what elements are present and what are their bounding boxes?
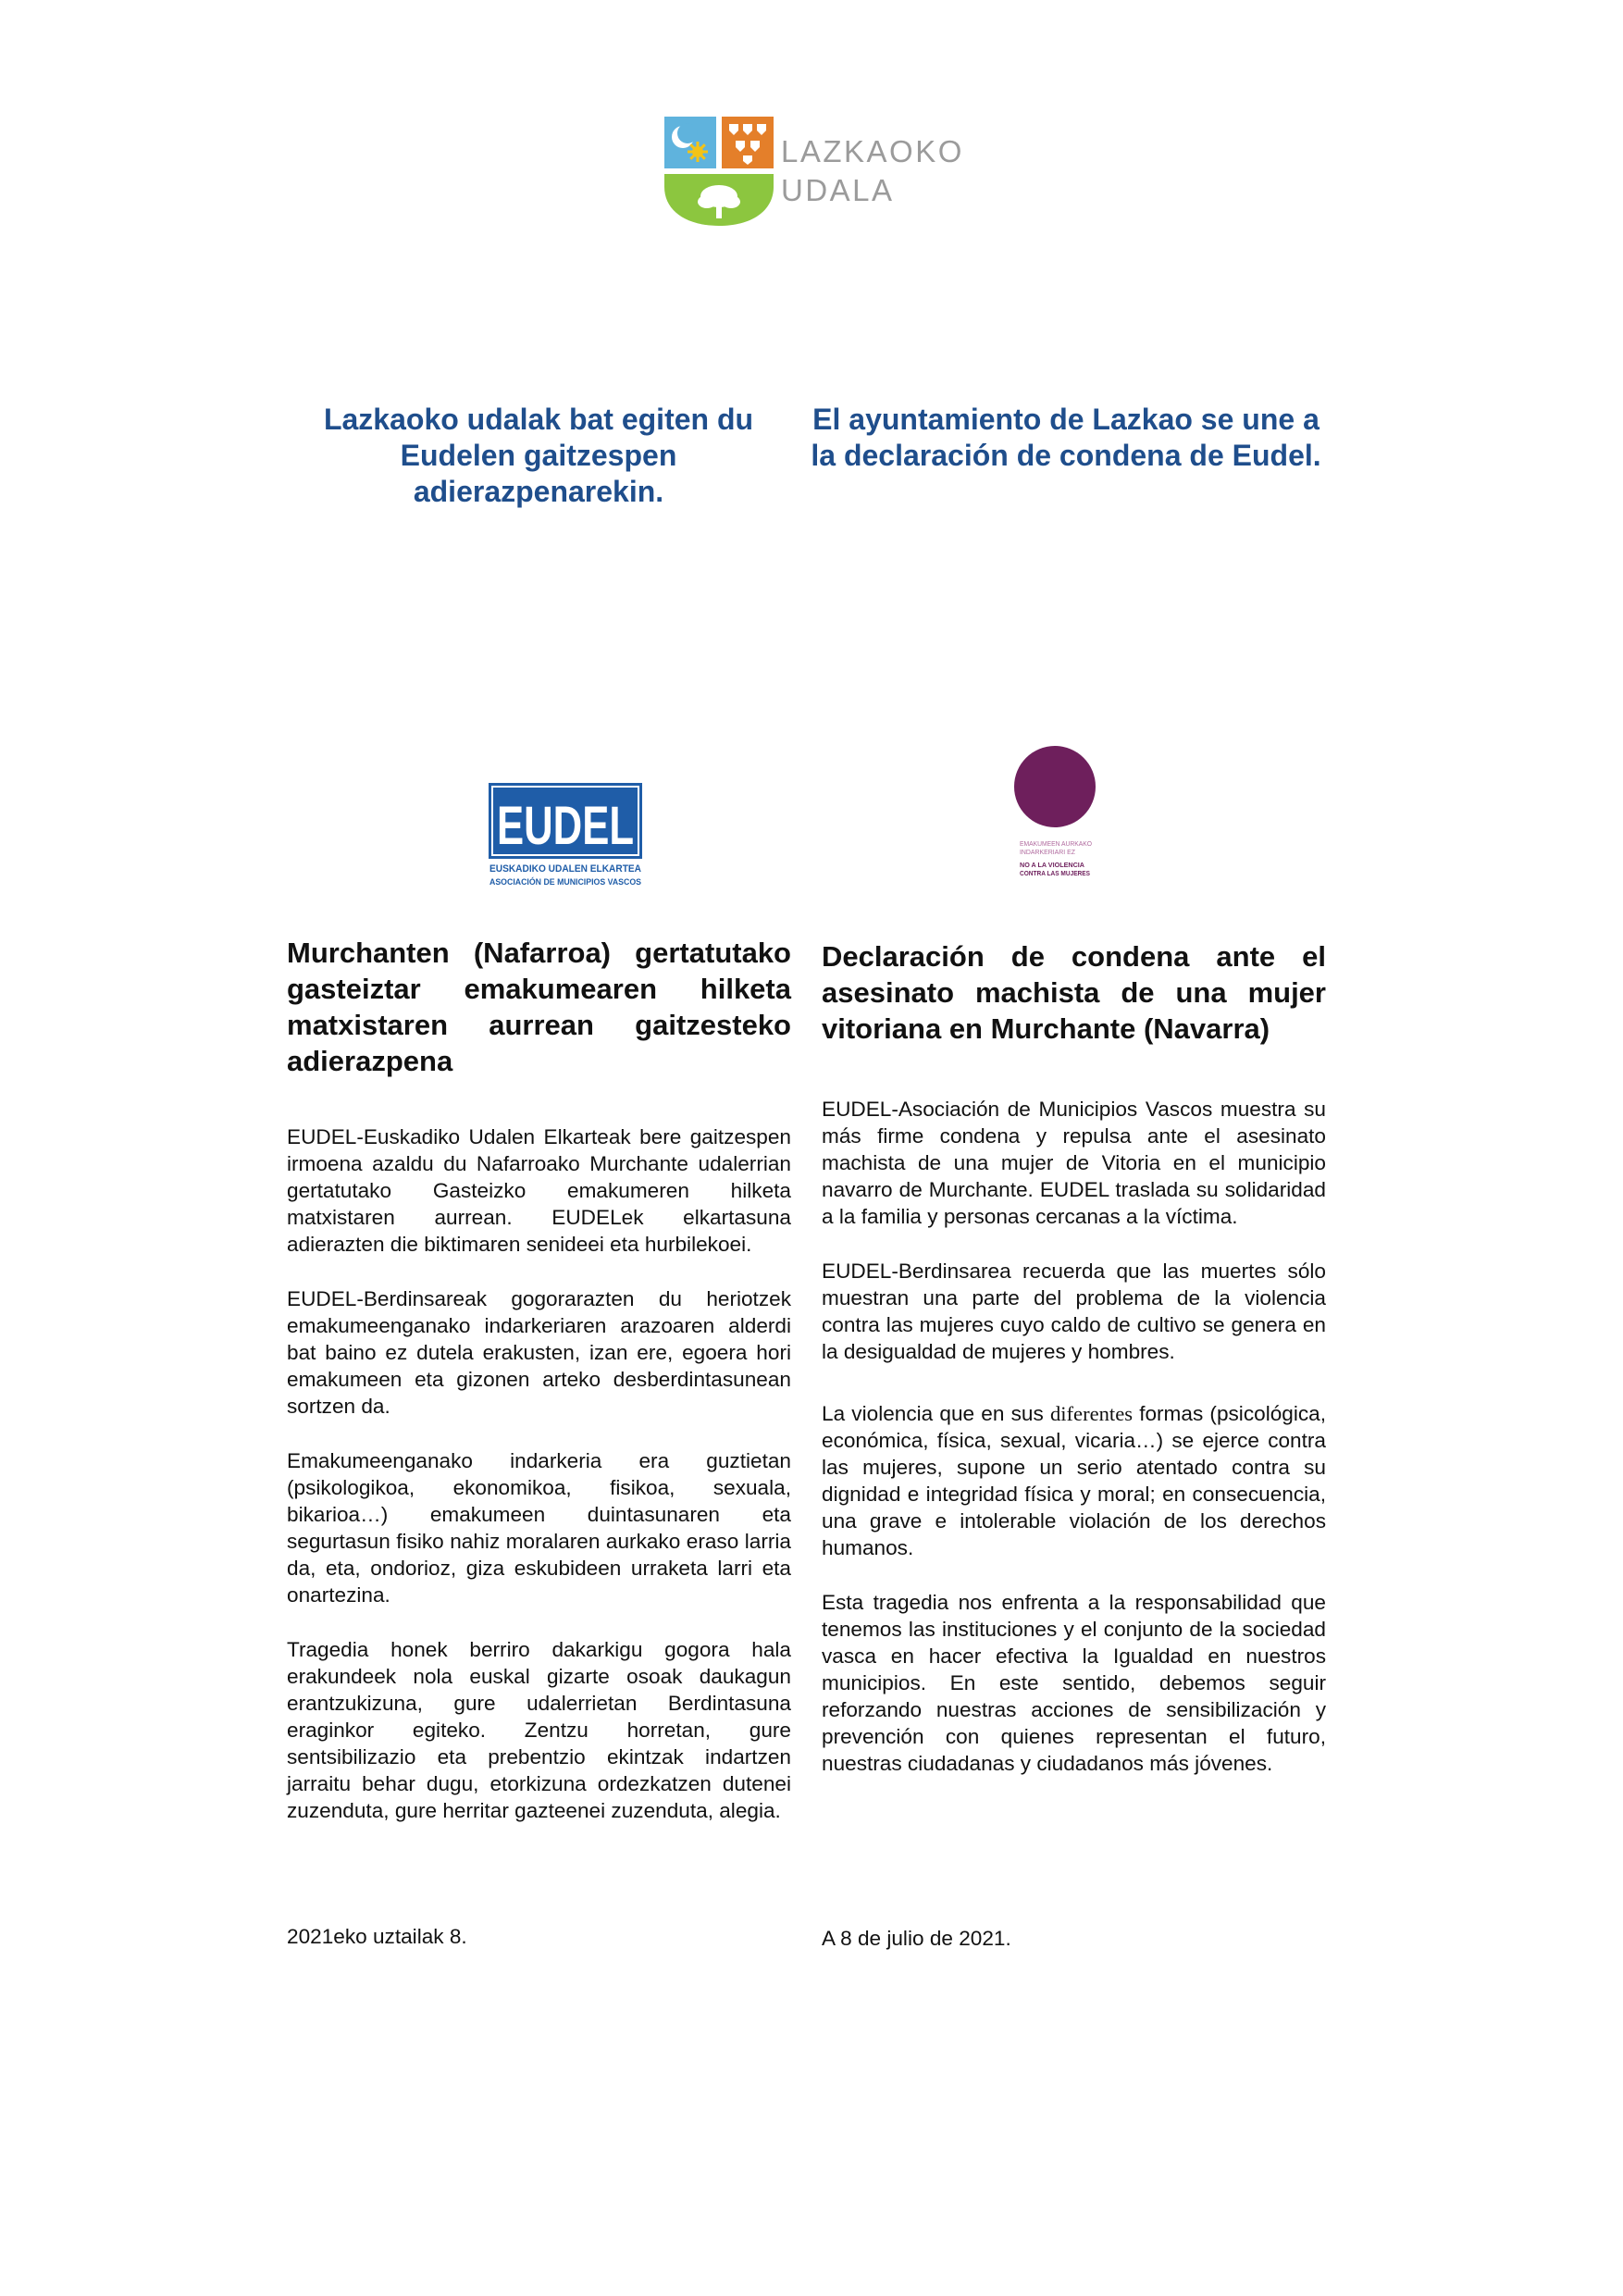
spanish-paragraph-3-start: La violencia que en sus	[822, 1402, 1050, 1425]
basque-column	[287, 935, 791, 1852]
eudel-logo	[489, 783, 646, 888]
spanish-paragraph-4: Esta tragedia nos enfrenta a la responsabilidad que tenemos las instituciones y el conjunto de la sociedad vasca en hacer efectiva la Igualdad en nuestros municipios. En este sentido, debemos seguir reforzando nuestras acciones de sensibilización y prevención con quienes representan el futuro, nuestras ciudadanas y ciudadanos más jóvenes.	[822, 1591, 1326, 1775]
basque-date: 2021eko uztailak 8.	[287, 1925, 467, 1948]
spanish-paragraph-3	[822, 1400, 1326, 1561]
spanish-date: A 8 de julio de 2021.	[822, 1927, 1011, 1950]
basque-paragraph-4: Tragedia honek berriro dakarkigu gogora hala erakundeek nola euskal gizarte osoak daukagun erantzukizuna, gure udalerrietan Berdintasuna eraginkor egiteko. Zentzu horretan, gure sentsibilizazio eta prebentzio ekintzak indartzen jarraitu behar dugu, etorkizuna ordezkatzen dutenei zuzenduta, gure herritar gazteenei zuzenduta, alegia.	[287, 1638, 791, 1822]
basque-heading: Murchanten (Nafarroa) gertatutako gasteiztar emakumearen hilketa matxistaren aurrean gaitzesteko adierazpena	[287, 937, 791, 1077]
logo-text-lazkaoko: LAZKAOKO	[781, 134, 964, 168]
spanish-paragraph-3-end: formas (psicológica, económica, física, sexual, vicaria…) se ejerce contra las mujeres, supone un serio atentado contra su dignidad e integridad física y moral; en consecuencia, una grave e intolerable violación de los derechos humanos.	[822, 1402, 1327, 1559]
lazkaoko-udala-logo	[661, 111, 975, 231]
page-title-basque: Lazkaoko udalak bat egiten du Eudelen gaitzespen adierazpenarekin.	[323, 403, 754, 508]
basque-paragraph-2: EUDEL-Berdinsareak gogorarazten du heriotzek emakumeenganako indarkeriaren arazoaren alderdi bat baino ez dutela erakusten, izan ere, egoera hori emakumeen eta gizonen arteko desberdintasunean sortzen da.	[287, 1287, 791, 1418]
eudel-logo-line1: EUSKADIKO UDALEN ELKARTEA	[489, 863, 642, 875]
spanish-column	[822, 938, 1326, 1805]
spanish-paragraph-3-serif-word: diferentes	[1049, 1402, 1134, 1425]
page-title-spanish: El ayuntamiento de Lazkao se une a la declaración de condena de Eudel.	[811, 403, 1321, 472]
violencia-logo-line1: EMAKUMEEN AURKAKO	[1020, 841, 1093, 848]
violencia-circle-icon	[1014, 746, 1096, 827]
eudel-logo-line2: ASOCIACIÓN DE MUNICIPIOS VASCOS	[489, 877, 646, 887]
spanish-paragraph-1: EUDEL-Asociación de Municipios Vascos muestra su más firme condena y repulsa ante el asesinato machista de una mujer de Vitoria en el municipio navarro de Murchante. EUDEL traslada su solidaridad a la familia y personas cercanas a la víctima.	[822, 1098, 1326, 1228]
logo-text-udala: UDALA	[781, 173, 895, 207]
spanish-paragraph-2: EUDEL-Berdinsarea recuerda que las muertes sólo muestran una parte del problema de la violencia contra las mujeres cuyo caldo de cultivo se genera en la desigualdad de mujeres y hombres.	[822, 1260, 1326, 1363]
violencia-logo-line3: NO A LA VIOLENCIA	[1020, 863, 1084, 869]
basque-paragraph-3: Emakumeenganako indarkeria era guztietan (psikologikoa, ekonomikoa, fisikoa, sexuala, bikarioa…) emakumeen duintasunaren eta segurtasun fisiko nahiz moralaren aurkako eraso larria da, eta, ondorioz, giza eskubideen urraketa larri eta onartezina.	[287, 1449, 791, 1607]
lazkao-coat-of-arms-icon	[661, 111, 781, 231]
eudel-logo-name: EUDEL	[497, 796, 634, 856]
spanish-heading: Declaración de condena ante el asesinato machista de una mujer vitoriana en Murchante (Navarra)	[822, 940, 1326, 1045]
violencia-logo-line4: CONTRA LAS MUJERES	[1020, 871, 1091, 877]
violencia-logo-line2: INDARKERIARI EZ	[1020, 850, 1076, 856]
basque-paragraph-1: EUDEL-Euskadiko Udalen Elkarteak bere gaitzespen irmoena azaldu du Nafarroako Murchante udalerrian gertatutako Gasteizko emakumeren hilketa matxistaren aurrean. EUDELek elkartasuna adierazten die biktimaren senideei eta hurbilekoei.	[287, 1125, 791, 1256]
no-violencia-logo	[1010, 746, 1112, 885]
